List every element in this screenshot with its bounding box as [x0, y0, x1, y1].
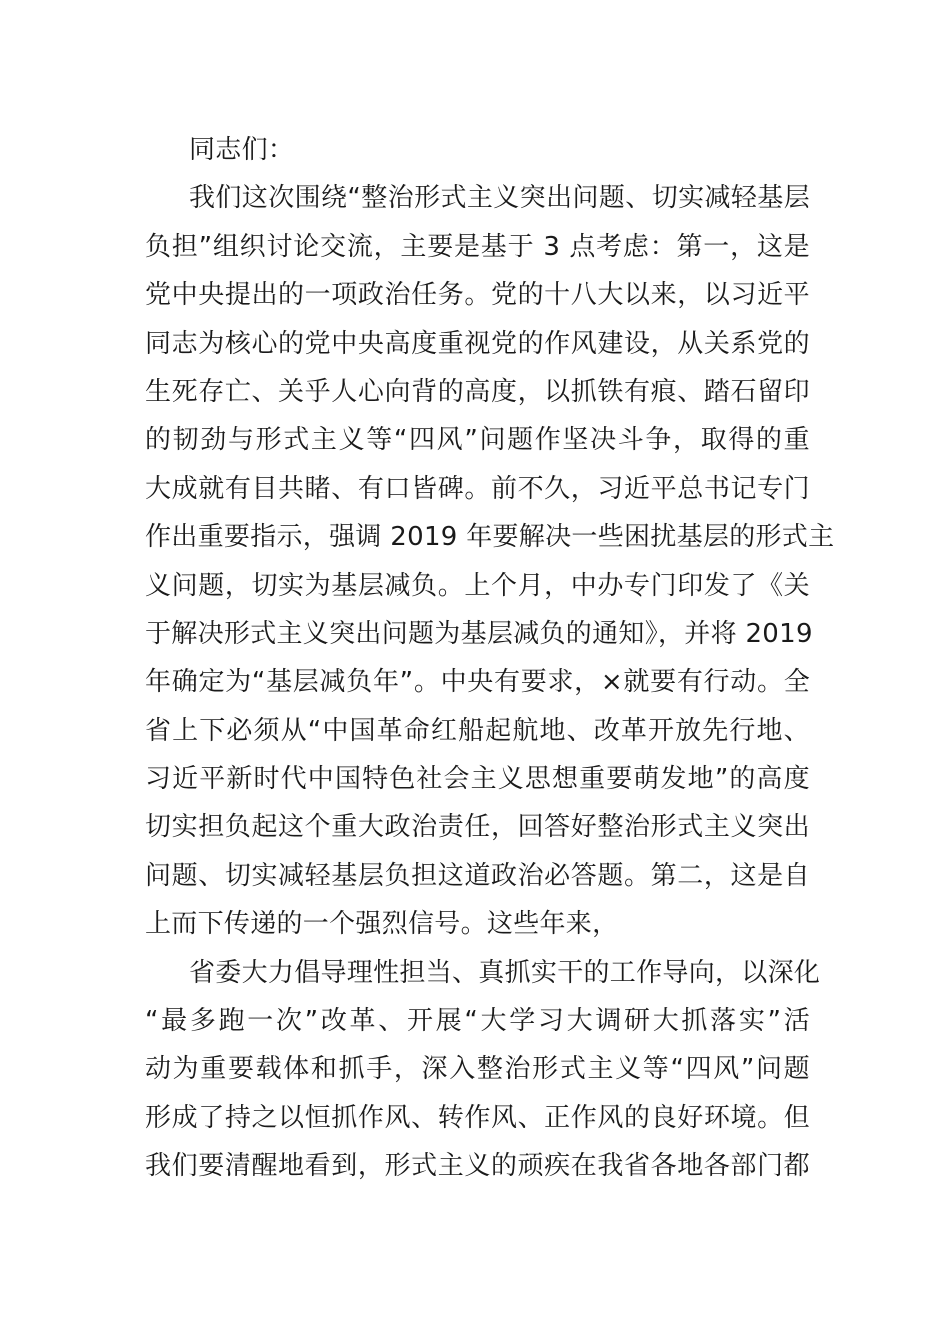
text-line: 省委大力倡导理性担当、真抓实干的工作导向，以深化: [189, 957, 821, 988]
text-line: 问题、切实减轻基层负担这道政治必答题。第二，这是自: [145, 860, 810, 891]
text-line: 动为重要载体和抓手，深入整治形式主义等“四风”问题: [145, 1054, 810, 1085]
paragraph-2: [145, 949, 821, 1191]
text-line: 生死存亡、关乎人心向背的高度，以抓铁有痕、踏石留印: [145, 376, 810, 407]
text-line: 义问题，切实为基层减负。上个月，中办专门印发了《关: [145, 570, 810, 601]
text-line: 的韧劲与形式主义等“四风”问题作坚决斗争，取得的重: [145, 425, 810, 456]
text-line: 我们这次围绕“整治形式主义突出问题、切实减轻基层: [189, 183, 810, 214]
salutation: 同志们：: [189, 135, 295, 165]
text-line: 切实担负起这个重大政治责任，回答好整治形式主义突出: [145, 812, 810, 843]
text-line: 大成就有目共睹、有口皆碑。前不久，习近平总书记专门: [145, 473, 810, 504]
text-line: 上而下传递的一个强烈信号。这些年来，: [145, 909, 619, 940]
text-line: 习近平新时代中国特色社会主义思想重要萌发地”的高度: [145, 764, 810, 795]
text-line: 我们要清醒地看到，形式主义的顽疾在我省各地各部门都: [145, 1151, 810, 1182]
text-line: 党中央提出的一项政治任务。党的十八大以来，以习近平: [145, 280, 810, 311]
text-line: 负担”组织讨论交流，主要是基于 3 点考虑：第一，这是: [145, 231, 810, 262]
text-line: “最多跑一次”改革、开展“大学习大调研大抓落实”活: [145, 1006, 810, 1037]
text-line: 形成了持之以恒抓作风、转作风、正作风的良好环境。但: [145, 1102, 810, 1133]
text-line: 作出重要指示，强调 2019 年要解决一些困扰基层的形式主: [145, 522, 835, 553]
text-line: 年确定为“基层减负年”。中央有要求，×就要有行动。全: [145, 667, 810, 698]
text-line: 同志为核心的党中央高度重视党的作风建设，从关系党的: [145, 328, 810, 359]
document-body: [145, 126, 835, 1191]
text-line: 于解决形式主义突出问题为基层减负的通知》，并将 2019: [145, 618, 813, 649]
text-line: 省上下必须从“中国革命红船起航地、改革开放先行地、: [145, 715, 810, 746]
paragraph-1: [145, 174, 835, 948]
